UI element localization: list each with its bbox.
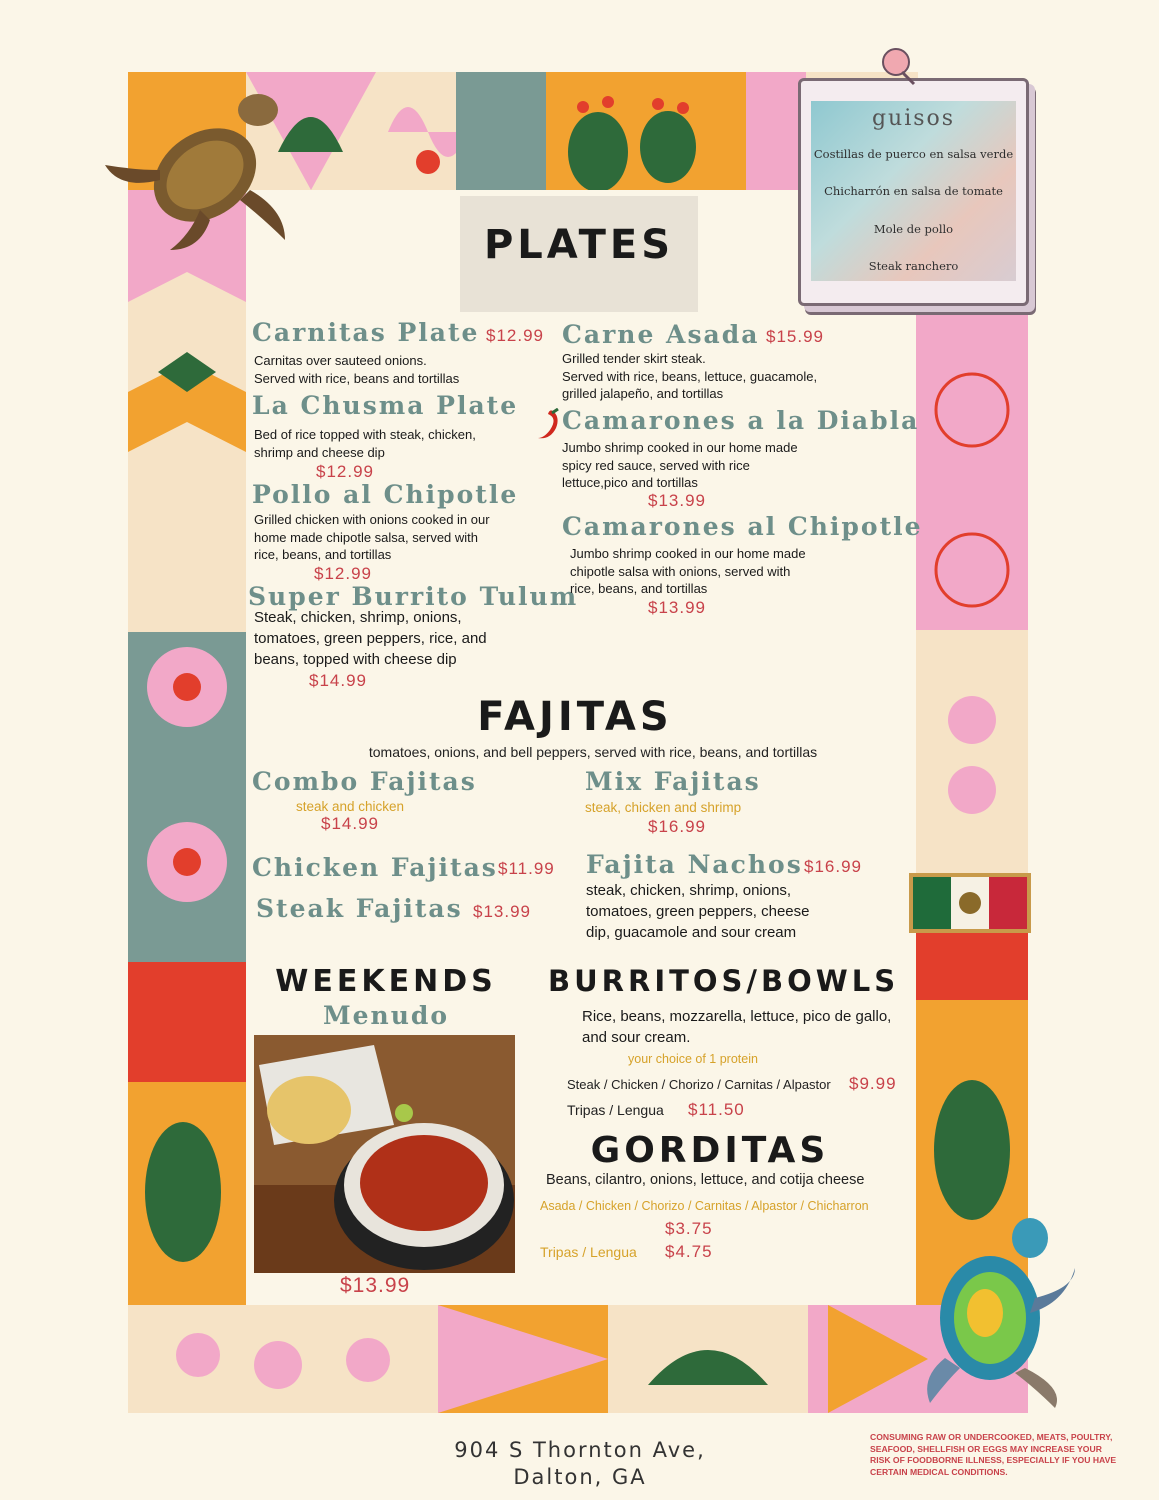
combo-fajitas-name: Combo Fajitas — [252, 767, 477, 796]
gorditas-heading: GORDITAS — [590, 1130, 830, 1171]
burritos-bowls-heading: BURRITOS/BOWLS — [548, 964, 900, 998]
carnitas-plate-desc: Carnitas over sauteed onions. Served with rice, beans and tortillas — [254, 353, 460, 386]
la-chusma-plate-name: La Chusma Plate — [252, 391, 519, 420]
carne-asada-name: Carne Asada — [562, 320, 760, 349]
camarones-chipotle-price: $13.99 — [648, 598, 706, 617]
chicken-fajitas-name: Chicken Fajitas — [252, 853, 498, 882]
combo-fajitas-price: $14.99 — [321, 814, 379, 833]
fajitas-heading: FAJITAS — [477, 694, 673, 740]
la-chusma-plate-price: $12.99 — [316, 462, 374, 481]
pushpin-icon — [876, 44, 918, 93]
camarones-chipotle-desc: Jumbo shrimp cooked in our home made chipotle salsa with onions, served with rice, beans, and tortillas — [570, 546, 806, 596]
super-burrito-tulum-price: $14.99 — [309, 671, 367, 690]
decorative-border-bottom — [128, 1305, 1028, 1413]
fajita-nachos-name: Fajita Nachos — [586, 850, 803, 879]
pollo-chipotle-desc: Grilled chicken with onions cooked in our home made chipotle salsa, served with rice, beans, and tortillas — [254, 512, 490, 562]
carnitas-plate-name: Carnitas Plate — [252, 318, 480, 347]
burritos-bowls-desc: Rice, beans, mozzarella, lettuce, pico de gallo, and sour cream. — [582, 1008, 892, 1046]
gorditas-tripas-price: $4.75 — [665, 1242, 713, 1261]
camarones-chipotle-name: Camarones al Chipotle — [562, 512, 923, 541]
super-burrito-tulum-name: Super Burrito Tulum — [248, 582, 579, 611]
steak-fajitas-price: $13.99 — [473, 902, 531, 921]
colorful-sea-turtle-icon — [915, 1208, 1080, 1413]
plates-heading: PLATES — [483, 222, 675, 268]
guisos-note-card — [798, 78, 1029, 306]
address-line-1: 904 S Thornton Ave, — [454, 1438, 706, 1462]
mix-fajitas-price: $16.99 — [648, 817, 706, 836]
sea-turtle-icon — [100, 70, 290, 260]
menudo-name: Menudo — [322, 1001, 450, 1030]
decorative-border-left — [128, 72, 246, 1412]
combo-fajitas-sub: steak and chicken — [296, 799, 405, 814]
mix-fajitas-sub: steak, chicken and shrimp — [585, 800, 742, 815]
guisos-item: Mole de pollo — [873, 222, 954, 236]
gorditas-price: $3.75 — [665, 1219, 713, 1238]
burritos-tripas-lengua: Tripas / Lengua — [567, 1102, 664, 1118]
super-burrito-tulum-desc: Steak, chicken, shrimp, onions, tomatoes, green peppers, rice, and beans, topped with cheese dip — [254, 609, 487, 668]
steak-fajitas-name: Steak Fajitas — [256, 894, 463, 923]
carne-asada-price: $15.99 — [766, 327, 824, 346]
gorditas-tripas-lengua: Tripas / Lengua — [540, 1244, 637, 1260]
carnitas-plate-price: $12.99 — [486, 326, 544, 345]
mexico-flag-icon — [909, 873, 1031, 938]
fajita-nachos-price: $16.99 — [804, 857, 862, 876]
mix-fajitas-name: Mix Fajitas — [585, 767, 761, 796]
chili-pepper-icon — [536, 408, 562, 445]
camarones-diabla-name: Camarones a la Diabla — [562, 406, 920, 435]
camarones-diabla-price: $13.99 — [648, 491, 706, 510]
address-line-2: Dalton, GA — [513, 1465, 647, 1489]
gorditas-protein-options: Asada / Chicken / Chorizo / Carnitas / Alpastor / Chicharron — [540, 1199, 869, 1213]
camarones-diabla-desc: Jumbo shrimp cooked in our home made spicy red sauce, served with rice lettuce,pico and tortillas — [562, 440, 798, 490]
guisos-item: Steak ranchero — [868, 259, 959, 273]
burritos-protein-options: Steak / Chicken / Chorizo / Carnitas / Alpastor — [567, 1077, 831, 1092]
la-chusma-plate-desc: Bed of rice topped with steak, chicken, shrimp and cheese dip — [254, 427, 476, 460]
guisos-item: Costillas de puerco en salsa verde — [813, 147, 1014, 161]
burritos-price: $9.99 — [849, 1074, 897, 1093]
fajitas-subtitle: tomatoes, onions, and bell peppers, served with rice, beans, and tortillas — [368, 744, 818, 760]
pollo-chipotle-price: $12.99 — [314, 564, 372, 583]
chicken-fajitas-price: $11.99 — [498, 859, 555, 878]
fajita-nachos-desc: steak, chicken, shrimp, onions, tomatoes, green peppers, cheese dip, guacamole and sour cream — [586, 882, 810, 941]
carne-asada-desc: Grilled tender skirt steak. Served with rice, beans, lettuce, guacamole, grilled jalapeño, and tortillas — [562, 351, 818, 401]
guisos-item: Chicharrón en salsa de tomate — [824, 184, 1003, 198]
menudo-price: $13.99 — [340, 1274, 411, 1297]
burritos-choice-note: your choice of 1 protein — [628, 1052, 758, 1066]
pollo-chipotle-name: Pollo al Chipotle — [252, 480, 519, 509]
menudo-photo — [254, 1035, 515, 1273]
food-safety-warning: CONSUMING RAW OR UNDERCOOKED, MEATS, POULTRY, SEAFOOD, SHELLFISH OR EGGS MAY INCREASE YOUR RISK OF FOODBORNE ILLNESS, ESPECIALLY IF YOU HAVE CERTAIN MEDICAL CONDITIONS. — [870, 1432, 1117, 1477]
burritos-tripas-price: $11.50 — [688, 1100, 745, 1119]
gorditas-desc: Beans, cilantro, onions, lettuce, and cotija cheese — [546, 1172, 865, 1188]
weekends-heading: WEEKENDS — [275, 964, 497, 999]
guisos-title: guisos — [871, 106, 956, 131]
